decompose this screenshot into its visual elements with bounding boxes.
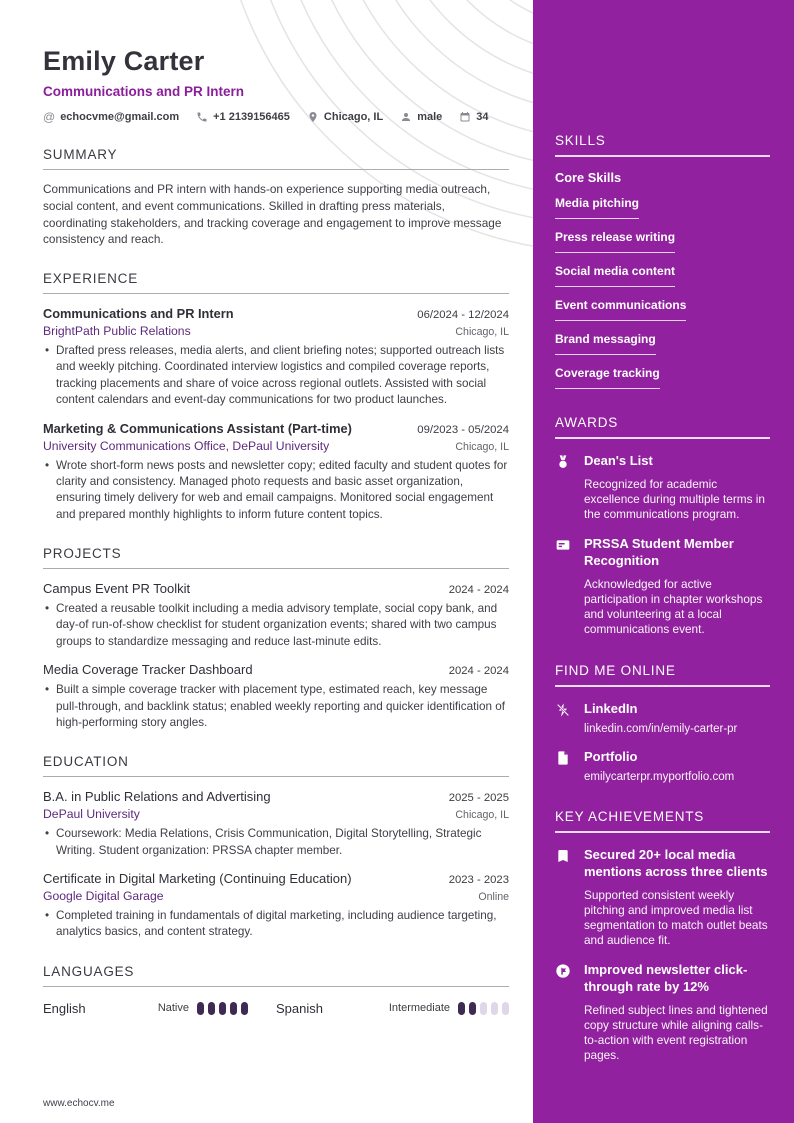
education-bullet: • Completed training in fundamentals of digital marketing, including audience targeting, analytics basics, and content strategy. <box>43 908 509 941</box>
education-school-link[interactable]: DePaul University <box>43 807 140 822</box>
online-profile-url[interactable]: emilycarterpr.myportfolio.com <box>584 771 735 784</box>
education-entry <box>43 871 509 941</box>
skill-item: Coverage tracking <box>555 366 660 389</box>
award-item <box>555 453 770 522</box>
target-icon <box>555 963 571 979</box>
skill-item: Event communications <box>555 298 686 321</box>
language-proficiency-dots <box>458 1002 509 1015</box>
contact-location <box>307 111 383 123</box>
experience-bullet: • Drafted press releases, media alerts, and client briefing notes; supported outreach lists and weekly pitching. Coordinated interview logistics and compiled coverage reports, tracking placements and share of voice across regional outlets. Assisted with social content calendars and event-day communications for two product launches. <box>43 343 509 409</box>
calendar-icon <box>459 111 471 123</box>
language-item <box>43 1001 276 1016</box>
achievement-description: Supported consistent weekly pitching and improved media list segmentation to match outlet beats and audience fit. <box>584 887 768 948</box>
online-profile-item <box>555 701 770 735</box>
education-heading: EDUCATION <box>43 754 509 777</box>
education-school-link[interactable]: Google Digital Garage <box>43 889 164 903</box>
contact-row <box>43 110 509 124</box>
contact-email <box>43 110 179 124</box>
bookmark-icon <box>555 848 571 864</box>
achievement-description: Refined subject lines and tightened copy structure while aligning calls-to-action with event registration pages. <box>584 1003 768 1063</box>
language-level: Native <box>157 1002 189 1015</box>
email-value[interactable]: echocvme@gmail.com <box>60 111 180 123</box>
languages-row <box>43 1001 509 1016</box>
contact-age <box>459 111 488 123</box>
summary-text: Communications and PR intern with hands-on experience supporting media outreach, social content, and event communications. Skilled in drafting press materials, coordinating stakeholders, and tracking coverage and engagement to improve message consistency and reach. <box>43 182 502 247</box>
person-name: Emily Carter <box>43 46 205 76</box>
experience-title: Communications and PR Intern <box>43 306 234 321</box>
achievement-title: Secured 20+ local media mentions across three clients <box>584 847 768 879</box>
education-dates: 2025 - 2025 <box>448 792 509 805</box>
award-description: Acknowledged for active participation in chapter workshops and volunteering at a local communications event. <box>584 576 763 637</box>
find-me-online-heading: FIND ME ONLINE <box>555 663 770 687</box>
summary-section <box>43 147 509 248</box>
education-degree: Certificate in Digital Marketing (Continuing Education) <box>43 871 352 886</box>
experience-section <box>43 271 509 523</box>
online-profile-url[interactable]: linkedin.com/in/emily-carter-pr <box>584 723 738 736</box>
document-icon <box>555 750 571 766</box>
phone-icon <box>196 111 208 123</box>
experience-dates: 06/2024 - 12/2024 <box>417 309 509 321</box>
gender-value: male <box>417 111 443 123</box>
location-value: Chicago, IL <box>323 111 384 123</box>
key-achievements-heading: KEY ACHIEVEMENTS <box>555 809 770 833</box>
phone-value[interactable]: +1 2139156465 <box>213 111 290 123</box>
experience-dates: 09/2023 - 05/2024 <box>417 423 509 436</box>
skill-item: Social media content <box>555 264 675 287</box>
experience-entry <box>43 306 509 409</box>
language-item <box>276 1001 509 1016</box>
education-location: Chicago, IL <box>455 809 509 822</box>
linkedin-icon <box>555 702 571 718</box>
education-bullet: • Coursework: Media Relations, Crisis Communication, Digital Storytelling, Strategic Writing. Student organization: PRSSA chapter member. <box>43 826 509 859</box>
online-profile-item <box>555 749 770 783</box>
experience-heading: EXPERIENCE <box>43 271 509 294</box>
resume-sidebar <box>533 0 794 1123</box>
summary-heading: SUMMARY <box>43 147 509 170</box>
skill-item: Press release writing <box>555 230 675 253</box>
experience-location: Chicago, IL <box>455 326 509 338</box>
languages-section <box>43 964 509 1016</box>
footer-site-url[interactable]: www.echocv.me <box>43 1098 115 1109</box>
key-achievements-section <box>555 809 770 1063</box>
skill-item: Brand messaging <box>555 332 656 355</box>
education-entry <box>43 789 509 859</box>
skill-item: Media pitching <box>555 196 639 219</box>
achievement-title: Improved newsletter click-through rate by 12% <box>584 962 748 995</box>
languages-heading: LANGUAGES <box>43 964 509 987</box>
medal-icon <box>555 454 571 470</box>
project-title: Media Coverage Tracker Dashboard <box>43 662 253 678</box>
project-bullet: • Built a simple coverage tracker with placement type, estimated reach, key message pull-through, and backlink status; enabled weekly reporting and quicker identification of high-performing story angles. <box>43 682 509 731</box>
skills-section <box>555 133 770 389</box>
online-profile-label: LinkedIn <box>584 701 638 717</box>
location-pin-icon <box>307 111 319 123</box>
skills-heading: SKILLS <box>555 133 770 157</box>
project-dates: 2024 - 2024 <box>448 584 509 596</box>
language-level: Intermediate <box>388 1002 450 1015</box>
skills-group-label: Core Skills <box>555 170 622 185</box>
person-job-title: Communications and PR Intern <box>43 84 245 99</box>
experience-bullet: • Wrote short-form news posts and newsletter copy; edited faculty and student quotes for clarity and consistency. Managed photo requests and basic asset organization, ensuring timely delivery for web and email campaigns. Monitored social engagement and prepared monthly highlights to inform future content topics. <box>43 458 509 524</box>
certificate-icon <box>555 537 571 553</box>
achievement-item <box>555 962 770 1063</box>
language-name: Spanish <box>276 1000 323 1016</box>
project-dates: 2024 - 2024 <box>448 665 509 678</box>
experience-company-link[interactable]: BrightPath Public Relations <box>43 324 191 338</box>
age-value: 34 <box>476 111 489 123</box>
education-degree: B.A. in Public Relations and Advertising <box>43 789 271 805</box>
award-item <box>555 536 770 637</box>
language-proficiency-dots <box>197 1002 248 1015</box>
experience-location: Chicago, IL <box>455 440 509 453</box>
award-title: PRSSA Student Member Recognition <box>584 536 734 569</box>
email-icon: @ <box>43 110 56 124</box>
project-entry <box>43 581 509 650</box>
projects-section <box>43 546 509 731</box>
contact-phone <box>196 111 290 123</box>
awards-heading: AWARDS <box>555 415 770 439</box>
project-title: Campus Event PR Toolkit <box>43 581 191 596</box>
awards-section <box>555 415 770 637</box>
person-icon <box>400 111 412 123</box>
find-me-online-section <box>555 663 770 783</box>
experience-title: Marketing & Communications Assistant (Part-time) <box>43 420 352 436</box>
language-name: English <box>43 1000 86 1016</box>
projects-heading: PROJECTS <box>43 546 509 569</box>
education-location: Online <box>478 891 509 903</box>
online-profile-label: Portfolio <box>584 749 638 765</box>
award-description: Recognized for academic excellence during multiple terms in the communications program. <box>584 476 765 522</box>
contact-gender <box>400 111 442 123</box>
award-title: Dean's List <box>584 453 653 468</box>
achievement-item <box>555 847 770 948</box>
experience-company-link[interactable]: University Communications Office, DePaul University <box>43 438 330 453</box>
education-dates: 2023 - 2023 <box>448 874 509 886</box>
project-entry <box>43 662 509 731</box>
project-bullet: • Created a reusable toolkit including a media advisory template, social copy bank, and day-of run-of-show checklist for student organization events; shared with two campus groups to standardize messaging and reduce last-minute edits. <box>43 601 509 650</box>
education-section <box>43 754 509 941</box>
experience-entry <box>43 421 509 524</box>
